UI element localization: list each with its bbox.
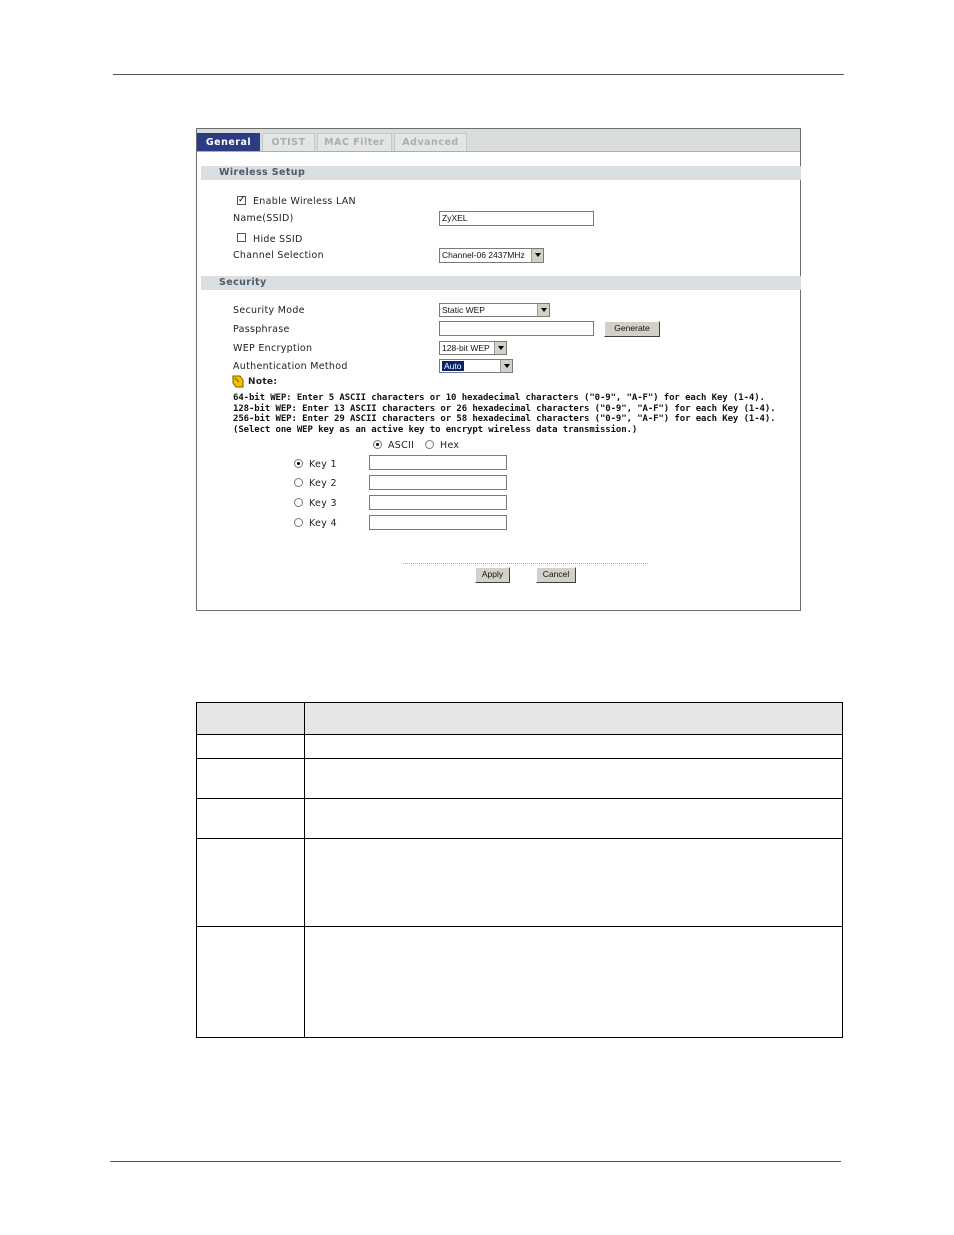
table-row bbox=[197, 927, 843, 1038]
tab-mac-filter[interactable]: MAC Filter bbox=[317, 133, 392, 151]
ssid-label: Name(SSID) bbox=[233, 213, 294, 224]
key-4-label: Key 4 bbox=[309, 518, 337, 529]
key-3-input[interactable] bbox=[369, 495, 507, 510]
enable-wireless-lan-checkbox[interactable]: ✓ bbox=[238, 195, 246, 205]
wep-encryption-value: 128-bit WEP bbox=[442, 343, 490, 353]
description-table bbox=[196, 702, 843, 1038]
note-label: Note: bbox=[248, 377, 278, 387]
table-cell bbox=[197, 839, 305, 927]
passphrase-label: Passphrase bbox=[233, 324, 290, 335]
table-header-row bbox=[197, 703, 843, 735]
channel-selection-label: Channel Selection bbox=[233, 250, 324, 261]
divider bbox=[403, 563, 648, 564]
table-cell bbox=[197, 799, 305, 839]
key-1-input[interactable] bbox=[369, 455, 507, 470]
chevron-down-icon bbox=[531, 249, 543, 262]
authentication-method-label: Authentication Method bbox=[233, 361, 348, 372]
table-cell bbox=[305, 703, 843, 735]
table-cell bbox=[197, 759, 305, 799]
note-line: 64-bit WEP: Enter 5 ASCII characters or 10 hexadecimal characters ("0-9", "A-F") for each Key (1-4). bbox=[233, 393, 765, 403]
table-row bbox=[197, 735, 843, 759]
table-cell bbox=[305, 927, 843, 1038]
note-line: 128-bit WEP: Enter 13 ASCII characters or 26 hexadecimal characters ("0-9", "A-F") for each Key (1-4). bbox=[233, 403, 776, 414]
key-4-input[interactable] bbox=[369, 515, 507, 530]
hide-ssid-checkbox[interactable] bbox=[237, 233, 246, 242]
ascii-label: ASCII bbox=[388, 440, 415, 451]
hex-label: Hex bbox=[440, 440, 460, 451]
key-3-radio[interactable] bbox=[294, 498, 303, 507]
table-row bbox=[197, 839, 843, 927]
table-cell bbox=[305, 759, 843, 799]
security-mode-label: Security Mode bbox=[233, 305, 305, 316]
key-3-label: Key 3 bbox=[309, 498, 337, 509]
ascii-radio[interactable] bbox=[373, 440, 382, 449]
table-cell bbox=[305, 799, 843, 839]
wireless-settings-panel bbox=[196, 128, 801, 611]
key-1-radio[interactable] bbox=[294, 459, 303, 468]
authentication-method-select[interactable] bbox=[439, 359, 513, 373]
key-2-label: Key 2 bbox=[309, 478, 337, 489]
channel-select-value: Channel-06 2437MHz bbox=[442, 250, 525, 260]
tab-otist[interactable]: OTIST bbox=[262, 133, 315, 151]
note-text bbox=[233, 393, 775, 435]
footer-rule bbox=[110, 1161, 841, 1162]
security-header: Security bbox=[201, 276, 801, 290]
enable-wireless-lan-label: Enable Wireless LAN bbox=[253, 196, 356, 207]
tab-advanced[interactable]: Advanced bbox=[394, 133, 467, 151]
apply-button[interactable]: Apply bbox=[475, 567, 510, 583]
passphrase-input[interactable] bbox=[439, 321, 594, 336]
authentication-method-value: Auto bbox=[444, 361, 462, 371]
chevron-down-icon bbox=[494, 342, 506, 354]
table-cell bbox=[305, 839, 843, 927]
table-cell bbox=[197, 703, 305, 735]
generate-button[interactable]: Generate bbox=[604, 321, 660, 337]
table-cell bbox=[197, 927, 305, 1038]
security-mode-select[interactable] bbox=[439, 303, 550, 317]
table-cell bbox=[305, 735, 843, 759]
note-icon bbox=[232, 375, 245, 388]
key-1-label: Key 1 bbox=[309, 459, 337, 470]
wep-encryption-label: WEP Encryption bbox=[233, 343, 313, 354]
chevron-down-icon bbox=[537, 304, 549, 316]
header-rule bbox=[113, 74, 844, 75]
cancel-button[interactable]: Cancel bbox=[536, 567, 576, 583]
note-line: (Select one WEP key as an active key to encrypt wireless data transmission.) bbox=[233, 424, 638, 435]
table-row bbox=[197, 799, 843, 839]
chevron-down-icon bbox=[500, 360, 512, 372]
tab-strip bbox=[197, 129, 800, 152]
wireless-setup-header: Wireless Setup bbox=[201, 166, 801, 180]
table-row bbox=[197, 759, 843, 799]
hide-ssid-label: Hide SSID bbox=[253, 234, 303, 245]
wep-encryption-select[interactable] bbox=[439, 341, 507, 355]
channel-select[interactable] bbox=[439, 248, 544, 263]
key-2-input[interactable] bbox=[369, 475, 507, 490]
table-cell bbox=[197, 735, 305, 759]
ssid-input[interactable]: ZyXEL bbox=[439, 211, 594, 226]
note-line: 256-bit WEP: Enter 29 ASCII characters or 58 hexadecimal characters ("0-9", "A-F") for each Key (1-4). bbox=[233, 414, 776, 424]
key-2-radio[interactable] bbox=[294, 478, 303, 487]
key-4-radio[interactable] bbox=[294, 518, 303, 527]
tab-general[interactable]: General bbox=[197, 133, 260, 151]
security-mode-value: Static WEP bbox=[442, 305, 485, 315]
hex-radio[interactable] bbox=[425, 440, 434, 449]
